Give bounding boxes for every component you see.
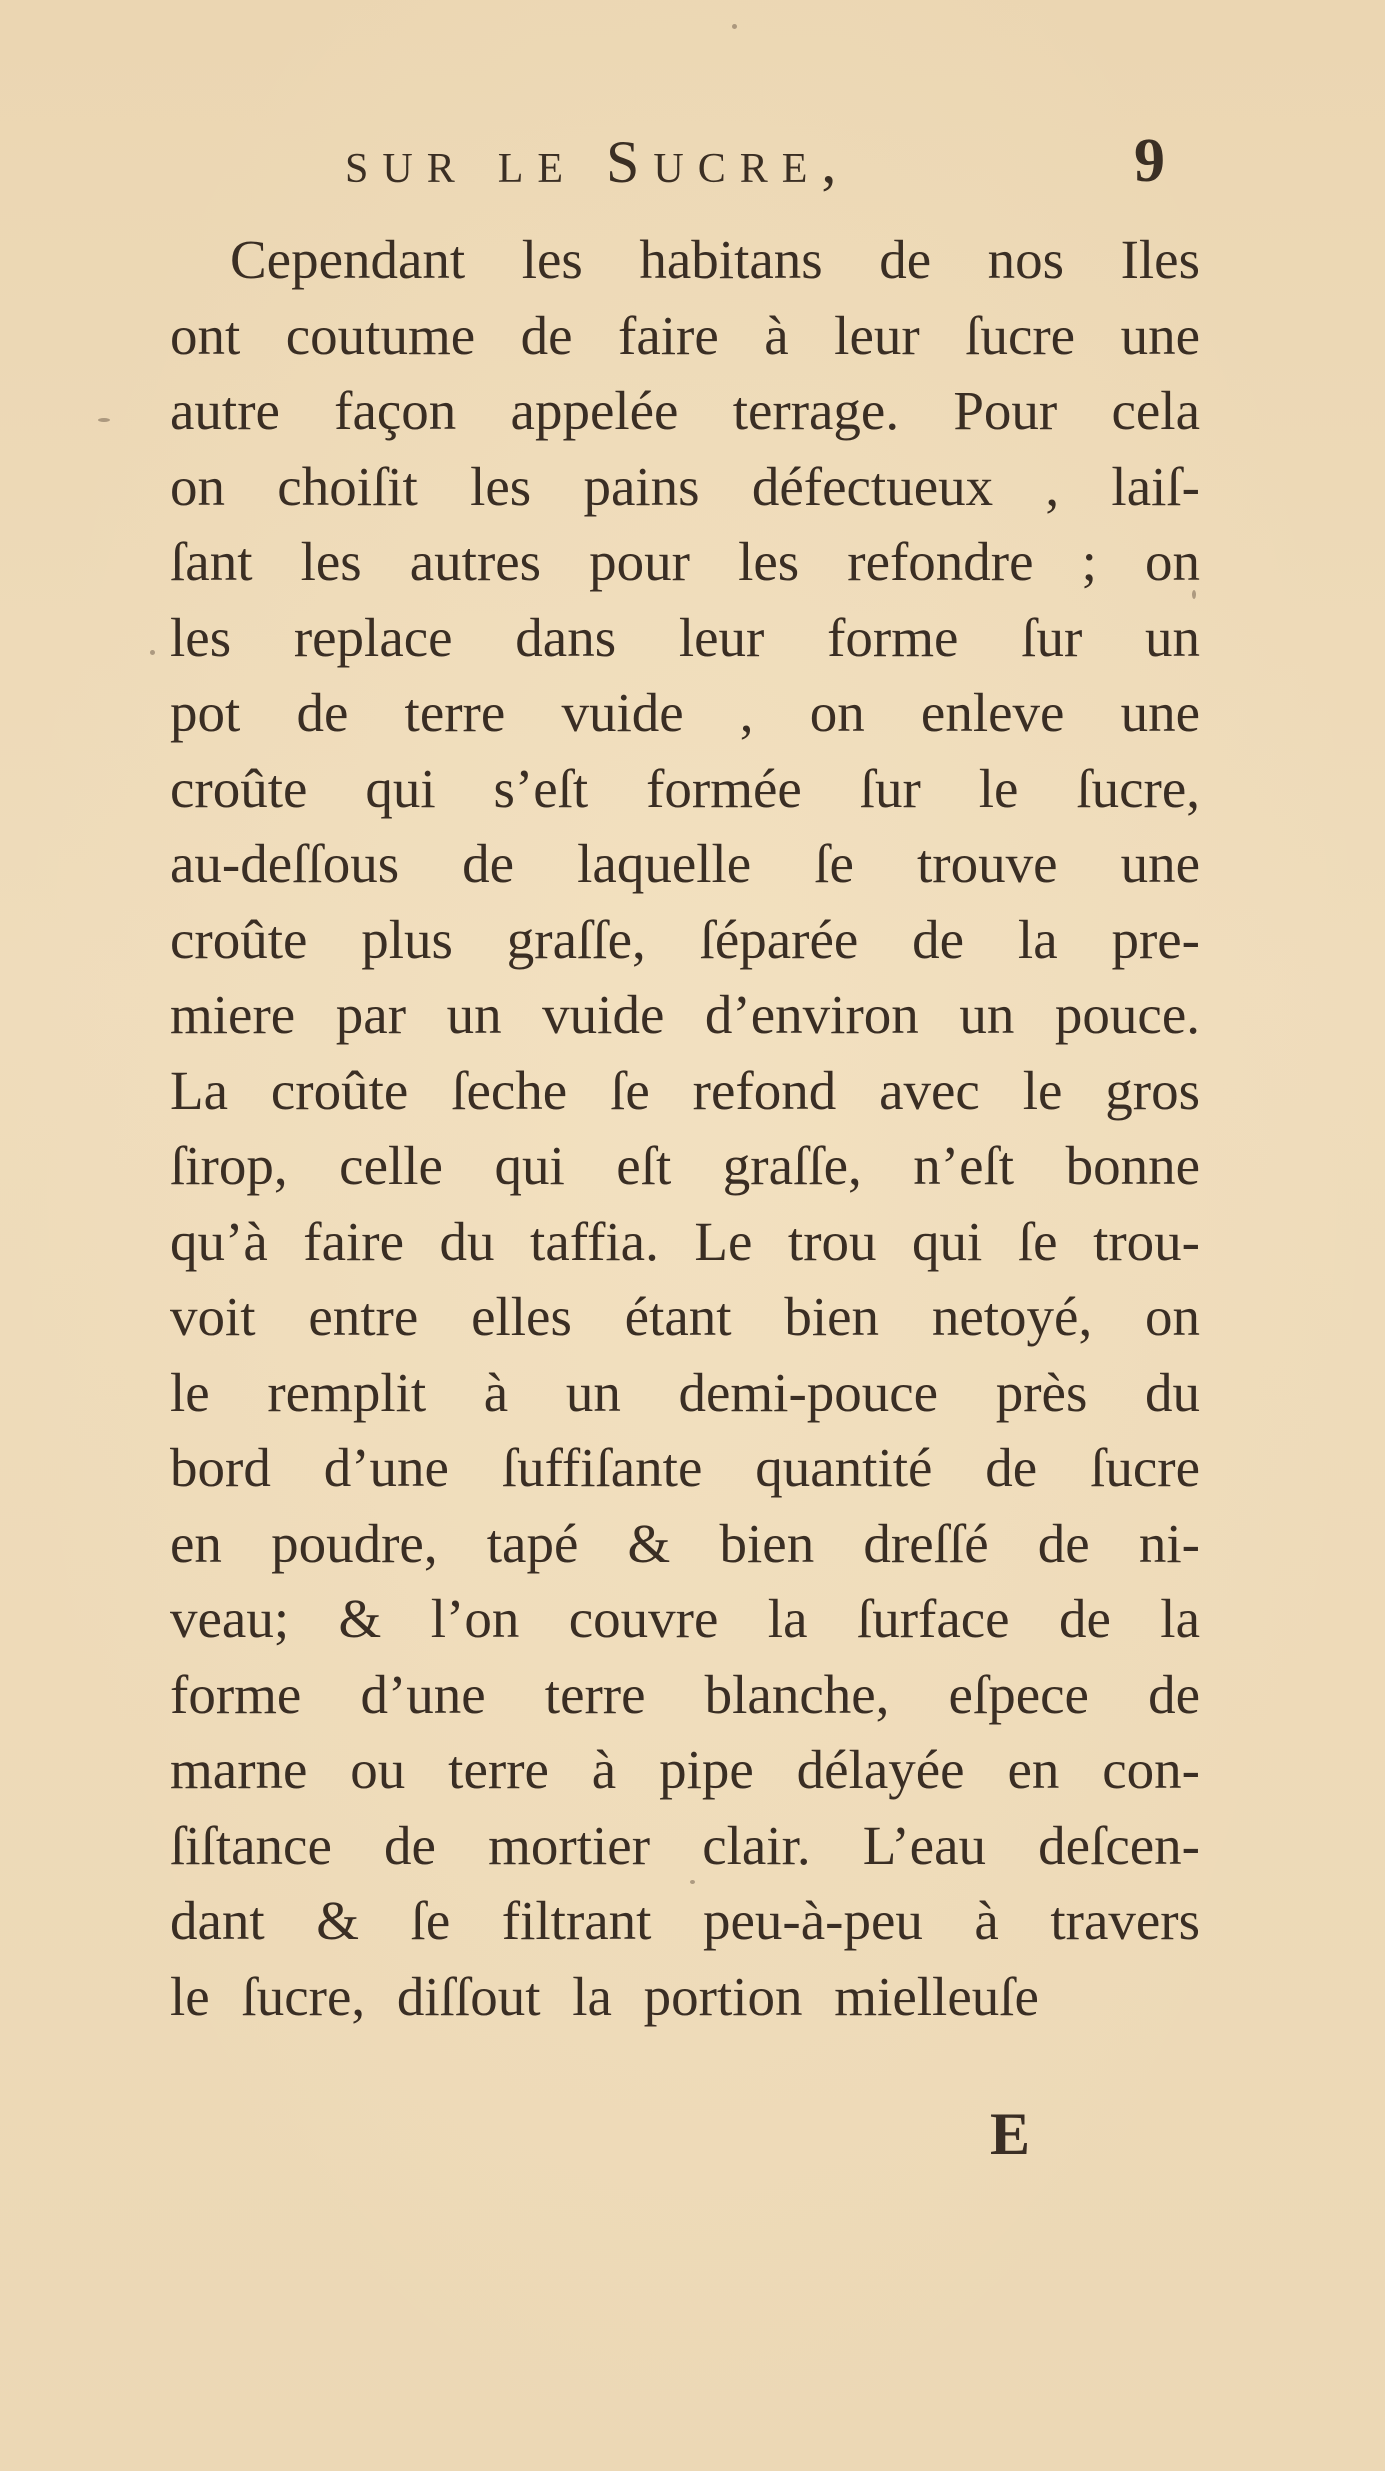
running-head [345,118,1165,208]
body-text [170,222,1200,2034]
text-line: on choiſit les pains défectueux , laiſ- [170,455,1200,517]
paper-spot [98,418,110,422]
text-line: forme d’une terre blanche, eſpece de [170,1663,1200,1725]
text-line: bord d’une ſuffiſante quantité de ſucre [170,1437,1200,1498]
text-line: marne ou terre à pipe délayée en con- [170,1739,1200,1800]
text-line: La croûte ſeche ſe refond avec le gros [170,1059,1200,1121]
text-line: ſiſtance de mortier clair. L’eau deſcen- [170,1814,1200,1876]
text-line: les replace dans leur forme ſur un [170,606,1200,668]
text-line: au-deſſous de laquelle ſe trouve une [170,833,1200,894]
text-line: ſirop, celle qui eſt graſſe, n’eſt bonne [170,1135,1200,1196]
text-line: ont coutume de faire à leur ſucre une [170,304,1200,366]
paper-spot [150,650,155,655]
text-line: le ſucre, diſſout la portion mielleuſe [170,1965,1039,2027]
text-line: qu’à faire du taffia. Le trou qui ſe trou- [170,1210,1200,1272]
text-line: autre façon appelée terrage. Pour cela [170,380,1200,441]
text-line: Cependant les habitans de nos Iles [230,229,1200,290]
text-line: croûte qui s’eſt formée ſur le ſucre, [170,757,1200,819]
text-line: miere par un vuide d’environ un pouce. [170,984,1200,1045]
text-line: veau; & l’on couvre la ſurface de la [170,1588,1200,1649]
text-line: ſant les autres pour les refondre ; on [170,531,1200,592]
paper-spot [732,24,737,29]
running-title: sur le Sucre, [345,129,851,195]
text-line: dant & ſe filtrant peu-à-peu à travers [170,1890,1200,1951]
text-line: en poudre, tapé & bien dreſſé de ni- [170,1512,1200,1574]
page-number: 9 [1134,127,1165,195]
text-line: croûte plus graſſe, ſéparée de la pre- [170,908,1200,970]
text-line: le remplit à un demi-pouce près du [170,1361,1200,1423]
text-line: voit entre elles étant bien netoyé, on [170,1286,1200,1347]
signature-mark: E [990,2101,1031,2167]
text-line: pot de terre vuide , on enleve une [170,682,1200,743]
